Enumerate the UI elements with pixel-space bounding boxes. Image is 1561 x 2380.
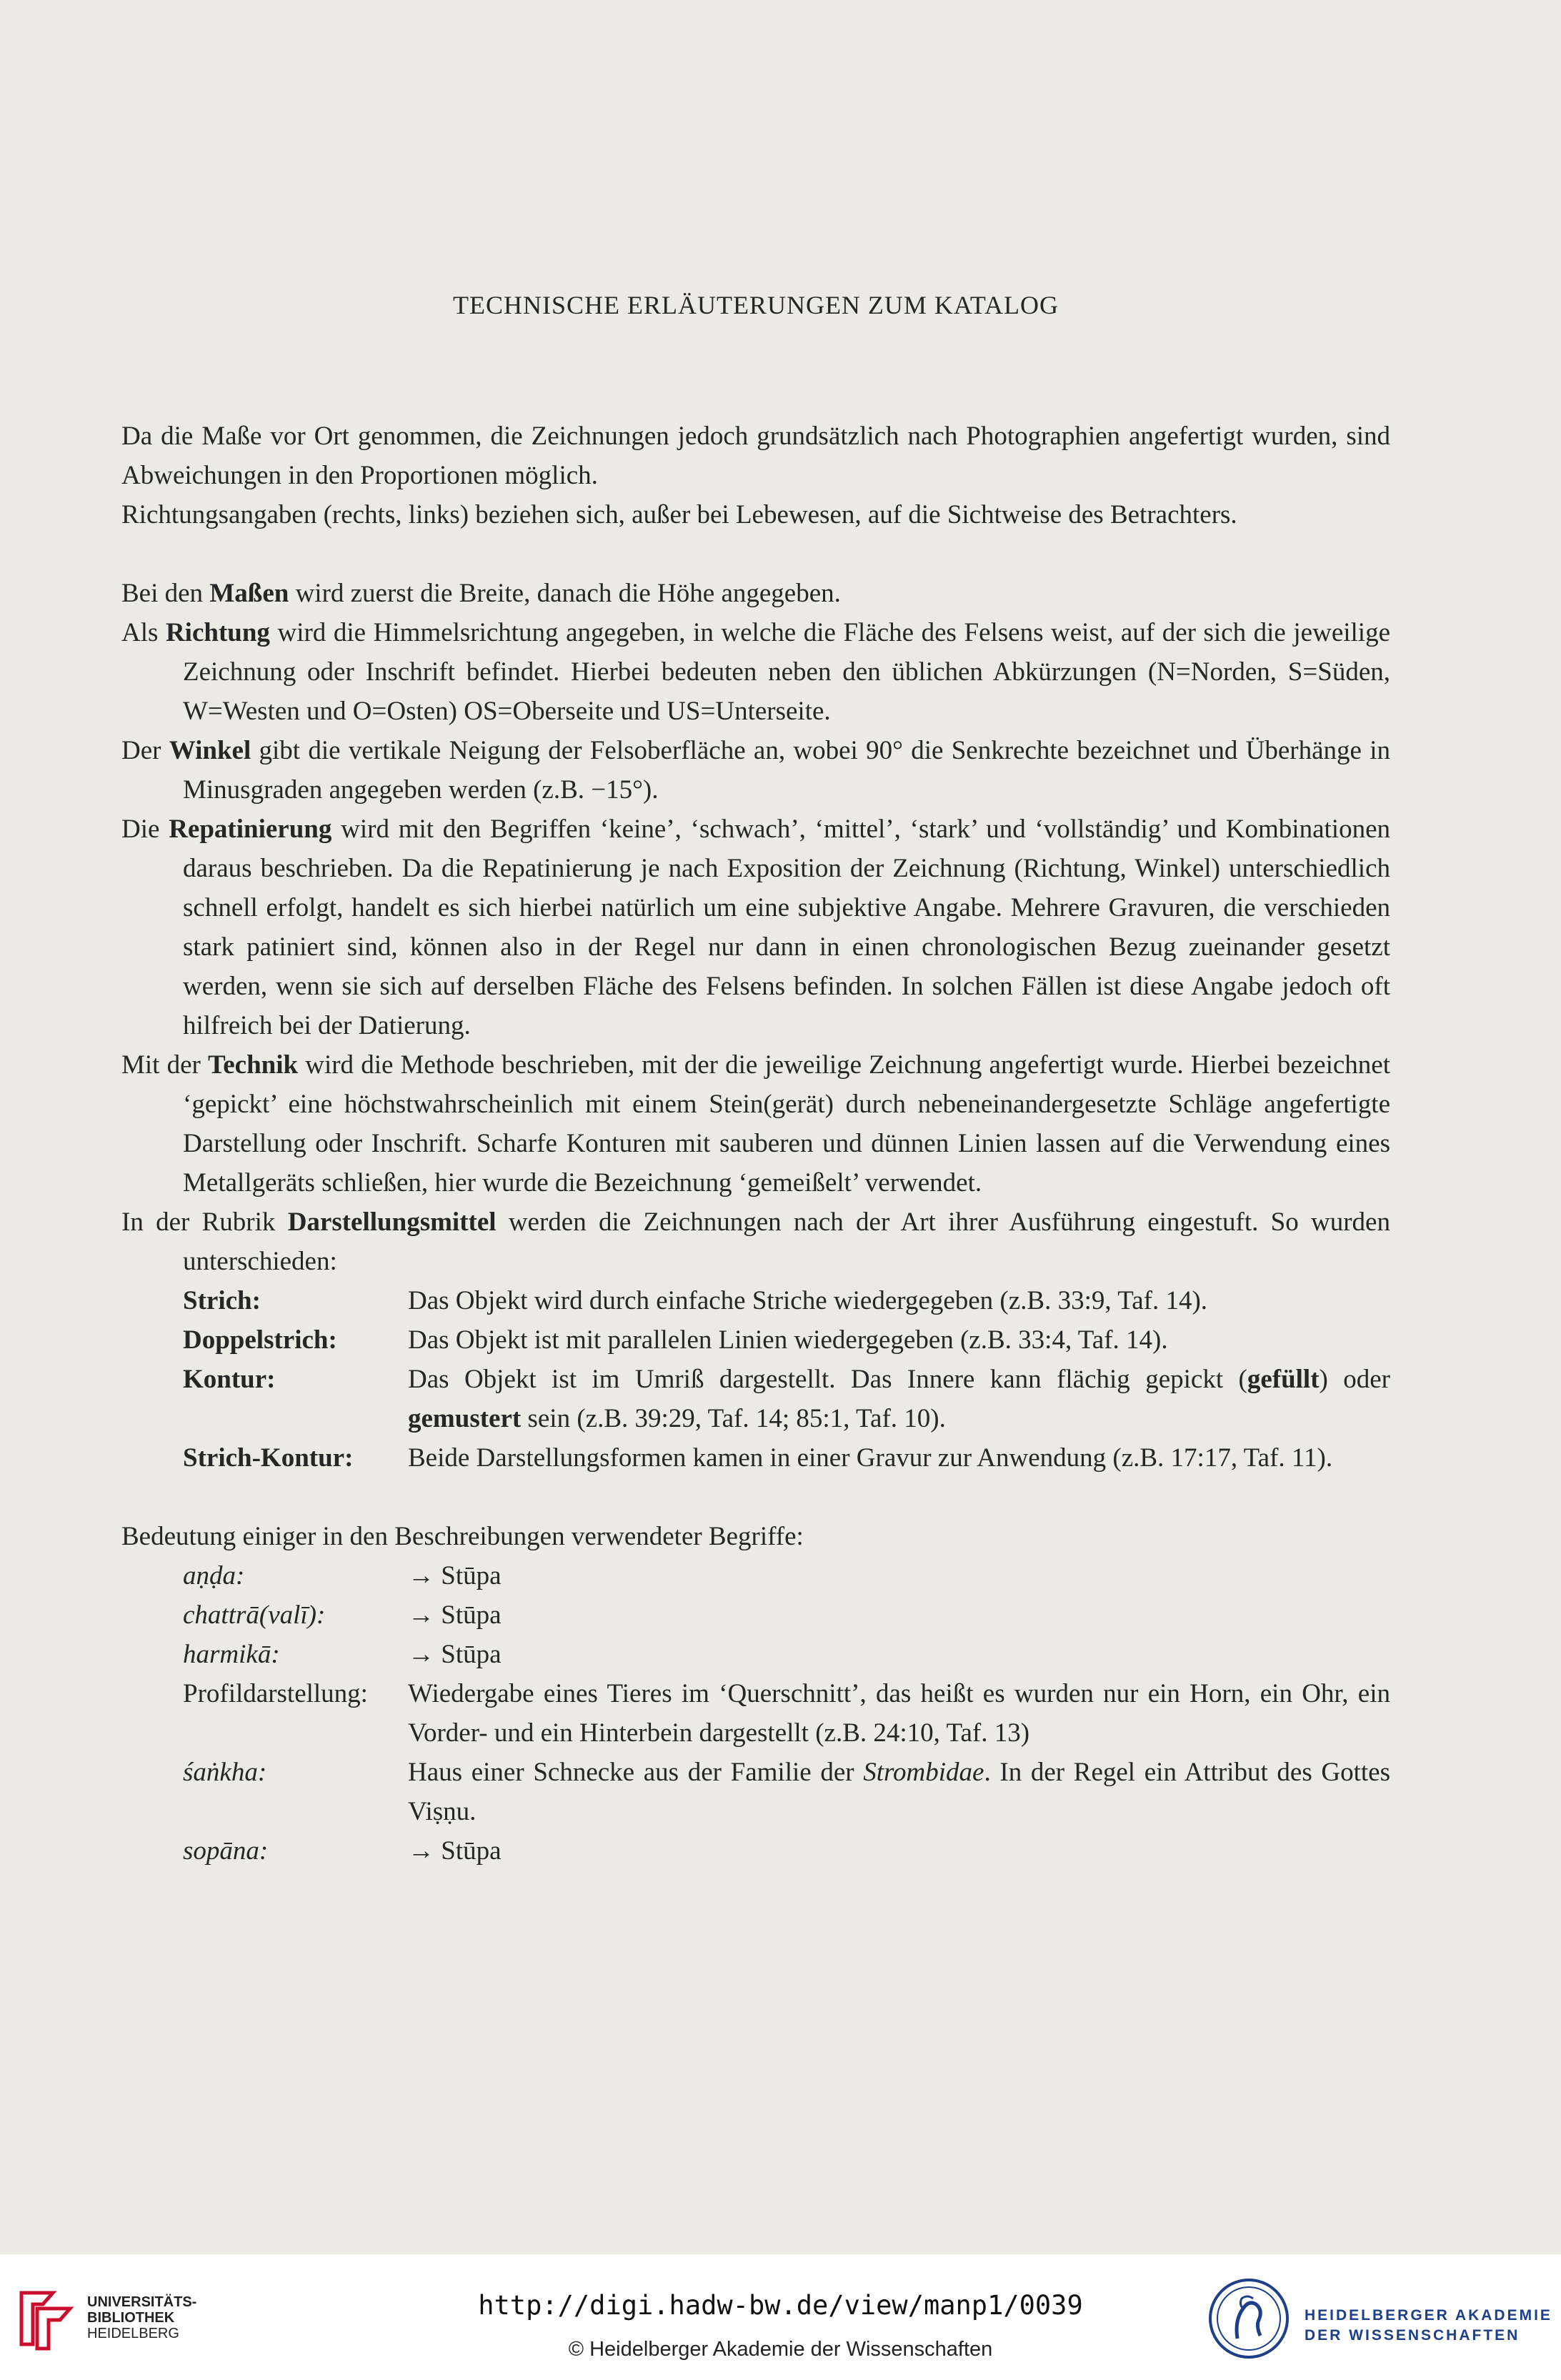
- glossary-item-definition: [408, 1753, 1390, 1831]
- glossary-item-definition: [408, 1635, 1390, 1674]
- page-title: TECHNISCHE ERLÄUTERUNGEN ZUM KATALOG: [452, 291, 1059, 319]
- glossary-item-term: sopāna:: [183, 1836, 269, 1866]
- library-name-line: HEIDELBERG: [87, 2326, 179, 2341]
- explanation-text: wird die Himmelsrichtung angegeben, in welche die Fläche des Felsens weist, auf der sich die jeweilige Zeichnung oder Inschrift befindet. Hierbei bedeuten neben den üblichen Abkürzungen (N=Norden, S=Süden, W=Westen und O=Osten) OS=Oberseite und US=Unterseite.: [183, 618, 1390, 726]
- glossary-item-definition: [408, 1831, 1390, 1871]
- explanation-paragraph: [121, 810, 1390, 1045]
- glossary-item: [183, 1595, 1390, 1635]
- explanation-lead: Der: [121, 736, 169, 765]
- glossary-item: [183, 1674, 1390, 1753]
- definition-text: → Stūpa: [408, 1561, 502, 1590]
- technique-item: [183, 1360, 1390, 1438]
- technique-item-definition: [408, 1438, 1390, 1478]
- explanation-term: Maßen: [209, 579, 289, 608]
- glossary-item-term: harmikā:: [183, 1640, 280, 1669]
- library-name-line: UNIVERSITÄTS-: [87, 2294, 197, 2310]
- intro-paragraph: Da die Maße vor Ort genommen, die Zeichnungen jedoch grundsätzlich nach Photographien angefertigt wurden, sind Abweichungen in den Proportionen möglich.: [121, 422, 1390, 490]
- technique-item: [183, 1438, 1390, 1478]
- academy-seal-icon: [1206, 2276, 1292, 2361]
- explanation-term: Winkel: [169, 736, 251, 765]
- explanation-term: Darstellungsmittel: [287, 1208, 497, 1237]
- definition-text: Strombidae: [863, 1758, 984, 1787]
- technique-item-definition: [408, 1360, 1390, 1438]
- intro-paragraph: Richtungsangaben (rechts, links) beziehen sich, außer bei Lebewesen, auf die Sichtweise des Betrachters.: [121, 500, 1237, 529]
- definition-text: sein (z.B. 39:29, Taf. 14; 85:1, Taf. 10).: [521, 1404, 946, 1433]
- glossary-item-definition: [408, 1595, 1390, 1635]
- explanation-paragraph: [121, 574, 1390, 613]
- technique-item-definition: [408, 1281, 1390, 1320]
- explanation-paragraph: [121, 613, 1390, 731]
- definition-text: Das Objekt ist mit parallelen Linien wiedergegeben (z.B. 33:4, Taf. 14).: [408, 1325, 1168, 1355]
- definition-text: → Stūpa: [408, 1640, 502, 1669]
- explanation-lead: Die: [121, 815, 169, 844]
- explanation-text: wird die Methode beschrieben, mit der die jeweilige Zeichnung angefertigt wurde. Hierbei bezeichnet ‘gepickt’ eine höchstwahrscheinlich mit einem Stein(gerät) durch nebeneinandergesetzte Schläge angefertigte Darstellung oder Inschrift. Scharfe Konturen mit sauberen und dünnen Linien lassen auf die Verwendung eines Metallgeräts schließen, hier wurde die Bezeichnung ‘gemeißelt’ verwendet.: [183, 1050, 1390, 1198]
- library-name-line: BIBLIOTHEK: [87, 2310, 175, 2326]
- definition-text: gefüllt: [1247, 1365, 1320, 1394]
- definition-text: Beide Darstellungsformen kamen in einer Gravur zur Anwendung (z.B. 17:17, Taf. 11).: [408, 1443, 1333, 1473]
- explanation-term: Richtung: [165, 618, 270, 647]
- explanation-text: wird mit den Begriffen ‘keine’, ‘schwach’, ‘mittel’, ‘stark’ und ‘vollständig’ und Kombinationen daraus beschrieben. Da die Repatinierung je nach Exposition der Zeichnung (Richtung, Winkel) unterschiedlich schnell erfolgt, handelt es sich hierbei natürlich um eine subjektive Angabe. Mehrere Gravuren, die verschieden stark patiniert sind, können also in der Regel nur dann in einen chronologischen Bezug zueinander gesetzt werden, wenn sie sich auf derselben Fläche des Felsens befinden. In solchen Fällen ist diese Angabe jedoch oft hilfreich bei der Datierung.: [183, 815, 1390, 1040]
- glossary-item-term: chattrā(valī):: [183, 1600, 326, 1630]
- explanation-paragraph: [121, 1203, 1390, 1281]
- technique-item-term: Strich-Kontur:: [183, 1443, 354, 1473]
- academy-name-line: DER WISSENSCHAFTEN: [1305, 2327, 1520, 2344]
- definition-text: gemustert: [408, 1404, 522, 1433]
- glossary-item: [183, 1556, 1390, 1595]
- glossary-list: [183, 1556, 1390, 1871]
- academy-name-line: HEIDELBERGER AKADEMIE: [1305, 2307, 1552, 2324]
- definition-text: → Stūpa: [408, 1600, 502, 1630]
- paragraph-gap: [121, 534, 1390, 574]
- explanation-term: Repatinierung: [169, 815, 332, 844]
- technique-item-definition: [408, 1320, 1390, 1360]
- explanation-paragraph: [121, 731, 1390, 810]
- technique-item-term: Kontur:: [183, 1365, 276, 1394]
- glossary-item: [183, 1753, 1390, 1831]
- permalink-url[interactable]: http://digi.hadw-bw.de/view/manp1/0039: [478, 2290, 1083, 2321]
- glossary-intro: Bedeutung einiger in den Beschreibungen verwendeter Begriffe:: [121, 1522, 804, 1551]
- definition-text: → Stūpa: [408, 1836, 502, 1866]
- technique-item: [183, 1320, 1390, 1360]
- explanation-term: Technik: [207, 1050, 299, 1080]
- glossary-item-term: Profildarstellung:: [183, 1679, 368, 1708]
- intro-section: [121, 417, 1390, 534]
- definition-text: Das Objekt wird durch einfache Striche wiedergegeben (z.B. 33:9, Taf. 14).: [408, 1286, 1208, 1315]
- explanation-lead: In der Rubrik: [121, 1208, 288, 1237]
- explanation-paragraph: [121, 1045, 1390, 1203]
- glossary-item-definition: [408, 1674, 1390, 1753]
- explanation-text: werden die Zeichnungen nach der Art ihrer Ausführung eingestuft. So wurden unterschieden:: [183, 1208, 1390, 1276]
- page-content: [121, 286, 1390, 1871]
- definition-text: Das Objekt ist im Umriß dargestellt. Das Innere kann flächig gepickt (: [408, 1365, 1247, 1394]
- explanations-section: [121, 574, 1390, 1281]
- paragraph-gap: [121, 1478, 1390, 1517]
- glossary-item: [183, 1635, 1390, 1674]
- definition-text: ) oder: [1319, 1365, 1390, 1394]
- technique-item-term: Doppelstrich:: [183, 1325, 337, 1355]
- definition-text: Haus einer Schnecke aus der Familie der: [408, 1758, 864, 1787]
- explanation-text: gibt die vertikale Neigung der Felsoberfläche an, wobei 90° die Senkrechte bezeichnet und Überhänge in Minusgraden angegeben werden (z.B. −15°).: [183, 736, 1390, 805]
- definition-text: . In der Regel ein Attribut des Gottes Viṣṇu.: [408, 1758, 1390, 1826]
- technique-item-term: Strich:: [183, 1286, 261, 1315]
- definition-text: Wiedergabe eines Tieres im ‘Querschnitt’, das heißt es wurden nur ein Horn, ein Ohr, ein Vorder- und ein Hinterbein dargestellt (z.B. 24:10, Taf. 13): [408, 1679, 1390, 1748]
- academy-name: [1305, 2306, 1552, 2346]
- glossary-item-term: aṇḍa:: [183, 1561, 245, 1590]
- glossary-item-term: śaṅkha:: [183, 1758, 267, 1787]
- technique-definitions: [183, 1281, 1390, 1478]
- explanation-lead: Als: [121, 618, 166, 647]
- copyright-notice: © Heidelberger Akademie der Wissenschaften: [568, 2338, 993, 2361]
- technique-item: [183, 1281, 1390, 1320]
- glossary-item-definition: [408, 1556, 1390, 1595]
- footer-bar: [0, 2254, 1561, 2380]
- explanation-lead: Mit der: [121, 1050, 208, 1080]
- glossary-item: [183, 1831, 1390, 1871]
- explanation-text: wird zuerst die Breite, danach die Höhe angegeben.: [289, 579, 841, 608]
- explanation-lead: Bei den: [121, 579, 210, 608]
